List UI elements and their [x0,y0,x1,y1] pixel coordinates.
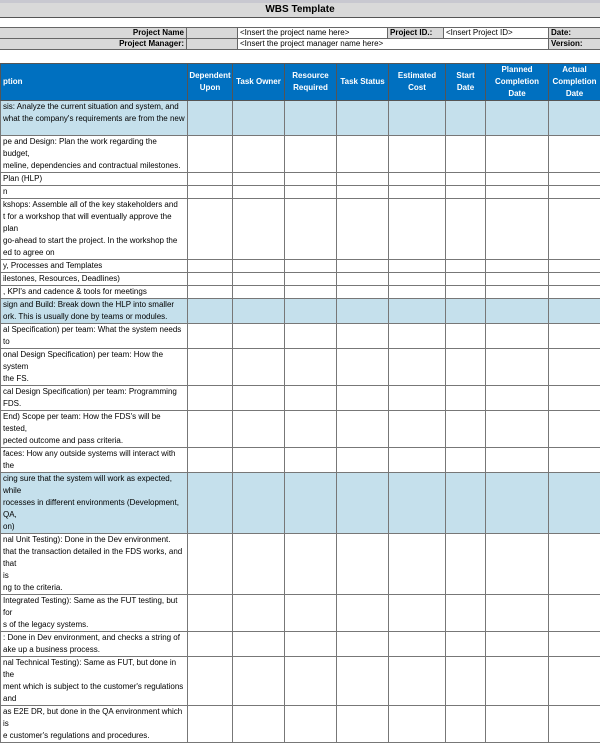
task-description-cell[interactable]: Plan (HLP) [1,173,188,186]
task-description-cell[interactable]: pe and Design: Plan the work regarding the budget, meline, dependencies and contractual milestones. [1,136,188,173]
table-row [1,199,600,260]
table-cell[interactable] [549,136,600,173]
table-cell[interactable] [446,101,486,136]
table-cell[interactable] [446,199,486,260]
table-cell[interactable] [389,657,446,706]
table-cell[interactable] [389,299,446,324]
table-cell[interactable] [233,706,285,743]
table-row [1,632,600,657]
table-cell[interactable] [446,534,486,595]
table-cell[interactable] [285,632,337,657]
task-description-cell[interactable]: nal Unit Testing): Done in the Dev environment. that the transaction detailed in the FDS works, and that is ng to the criteria. [1,534,188,595]
table-cell[interactable] [188,349,233,386]
table-row [1,260,600,273]
table-cell[interactable] [233,534,285,595]
table-cell[interactable] [233,349,285,386]
table-cell[interactable] [486,260,549,273]
table-cell[interactable] [337,411,389,448]
table-cell[interactable] [486,286,549,299]
table-cell[interactable] [233,411,285,448]
table-cell[interactable] [486,136,549,173]
wbs-table [0,63,600,743]
task-description-cell[interactable]: onal Design Specification) per team: How the system the FS. [1,349,188,386]
column-header: Task Status [337,64,389,101]
project-id-label: Project ID.: [387,27,444,39]
table-cell[interactable] [285,411,337,448]
table-cell[interactable] [188,299,233,324]
table-cell[interactable] [337,657,389,706]
table-row [1,473,600,534]
table-cell[interactable] [446,657,486,706]
table-cell[interactable] [188,199,233,260]
table-cell[interactable] [285,349,337,386]
table-row [1,411,600,448]
table-cell[interactable] [486,448,549,473]
table-cell[interactable] [549,411,600,448]
table-cell[interactable] [446,448,486,473]
table-row [1,386,600,411]
table-row [1,136,600,173]
table-cell[interactable] [188,173,233,186]
table-cell[interactable] [389,199,446,260]
table-cell[interactable] [285,186,337,199]
table-cell[interactable] [285,595,337,632]
task-description-cell[interactable]: as E2E DR, but done in the QA environment which is e customer's regulations and procedures. [1,706,188,743]
table-cell[interactable] [389,136,446,173]
table-cell[interactable] [486,386,549,411]
table-cell[interactable] [389,286,446,299]
table-cell[interactable] [233,273,285,286]
table-cell[interactable] [486,324,549,349]
task-description-cell[interactable]: , KPI's and cadence & tools for meetings [1,286,188,299]
table-cell[interactable] [549,199,600,260]
table-cell[interactable] [337,101,389,136]
table-cell[interactable] [285,286,337,299]
table-cell[interactable] [549,260,600,273]
table-cell[interactable] [285,324,337,349]
table-cell[interactable] [188,473,233,534]
table-row [1,595,600,632]
table-cell[interactable] [285,706,337,743]
table-cell[interactable] [486,473,549,534]
table-cell[interactable] [389,101,446,136]
table-cell[interactable] [285,273,337,286]
table-cell[interactable] [549,101,600,136]
table-cell[interactable] [337,273,389,286]
table-cell[interactable] [486,595,549,632]
table-cell[interactable] [486,632,549,657]
table-cell[interactable] [389,349,446,386]
table-cell[interactable] [549,448,600,473]
sheet-title: WBS Template [0,3,600,18]
table-cell[interactable] [233,299,285,324]
table-cell[interactable] [233,324,285,349]
table-cell[interactable] [486,199,549,260]
table-cell[interactable] [285,173,337,186]
table-cell[interactable] [549,473,600,534]
task-description-cell[interactable]: sign and Build: Break down the HLP into smaller ork. This is usually done by teams or modules. [1,299,188,324]
table-cell[interactable] [486,534,549,595]
table-cell[interactable] [337,324,389,349]
table-cell[interactable] [285,534,337,595]
table-cell[interactable] [337,260,389,273]
table-cell[interactable] [486,299,549,324]
table-cell[interactable] [233,386,285,411]
table-cell[interactable] [285,386,337,411]
table-cell[interactable] [549,286,600,299]
table-cell[interactable] [549,186,600,199]
task-description-cell[interactable]: al Specification) per team: What the system needs to [1,324,188,349]
table-cell[interactable] [188,448,233,473]
table-row [1,273,600,286]
table-cell[interactable] [389,411,446,448]
column-header: Task Owner [233,64,285,101]
table-cell[interactable] [285,473,337,534]
table-cell[interactable] [446,273,486,286]
table-cell[interactable] [549,632,600,657]
table-cell[interactable] [486,173,549,186]
column-header: Actual Completion Date [549,64,600,101]
task-description-cell[interactable]: End) Scope per team: How the FDS's will be tested, pected outcome and pass criteria. [1,411,188,448]
project-manager-field[interactable]: <Insert the project manager name here> [237,38,549,50]
table-cell[interactable] [486,273,549,286]
table-cell[interactable] [446,324,486,349]
table-cell[interactable] [549,273,600,286]
table-cell[interactable] [446,632,486,657]
table-cell[interactable] [549,386,600,411]
table-cell[interactable] [389,448,446,473]
table-row [1,534,600,595]
task-description-cell[interactable]: n [1,186,188,199]
table-cell[interactable] [188,595,233,632]
table-cell[interactable] [233,186,285,199]
table-cell[interactable] [233,260,285,273]
table-cell[interactable] [188,260,233,273]
table-cell[interactable] [486,411,549,448]
table-cell[interactable] [486,101,549,136]
task-description-cell[interactable]: cing sure that the system will work as expected, while rocesses in different environments (Development, QA, on) [1,473,188,534]
table-row [1,657,600,706]
table-cell[interactable] [285,299,337,324]
table-cell[interactable] [446,386,486,411]
task-description-cell[interactable]: kshops: Assemble all of the key stakeholders and t for a workshop that will eventually approve the plan go-ahead to start the project. In the workshop the ed to agree on [1,199,188,260]
table-cell[interactable] [486,706,549,743]
table-cell[interactable] [285,448,337,473]
table-cell[interactable] [446,186,486,199]
table-row [1,186,600,199]
table-cell[interactable] [337,199,389,260]
table-cell[interactable] [337,136,389,173]
table-cell[interactable] [549,657,600,706]
table-cell[interactable] [389,186,446,199]
table-cell[interactable] [285,136,337,173]
table-cell[interactable] [549,324,600,349]
table-cell[interactable] [389,632,446,657]
table-cell[interactable] [233,657,285,706]
date-label: Date: [548,27,600,39]
table-row [1,299,600,324]
table-cell[interactable] [446,706,486,743]
table-row [1,101,600,136]
table-cell[interactable] [446,286,486,299]
task-description-cell[interactable]: y, Processes and Templates [1,260,188,273]
table-cell[interactable] [446,411,486,448]
table-cell[interactable] [549,173,600,186]
column-header: ption [1,64,188,101]
table-cell[interactable] [446,299,486,324]
table-cell[interactable] [389,706,446,743]
table-row [1,324,600,349]
table-cell[interactable] [549,349,600,386]
task-description-cell[interactable]: : Done in Dev environment, and checks a string of ake up a business process. [1,632,188,657]
table-cell[interactable] [233,101,285,136]
table-cell[interactable] [446,349,486,386]
table-cell[interactable] [486,186,549,199]
task-description-cell[interactable]: Integrated Testing): Same as the FUT testing, but for s of the legacy systems. [1,595,188,632]
task-description-cell[interactable]: sis: Analyze the current situation and system, and what the company's requirements are from the new [1,101,188,136]
table-cell[interactable] [188,534,233,595]
table-cell[interactable] [549,534,600,595]
table-cell[interactable] [446,473,486,534]
table-cell[interactable] [337,186,389,199]
project-manager-label: Project Manager: [0,38,187,50]
table-cell[interactable] [389,595,446,632]
table-row [1,286,600,299]
table-cell[interactable] [188,386,233,411]
table-cell[interactable] [337,595,389,632]
table-cell[interactable] [337,386,389,411]
table-cell[interactable] [549,595,600,632]
table-cell[interactable] [337,448,389,473]
table-cell[interactable] [389,260,446,273]
table-cell[interactable] [486,657,549,706]
column-header: Dependent Upon [188,64,233,101]
table-cell[interactable] [285,260,337,273]
table-cell[interactable] [233,632,285,657]
table-cell[interactable] [233,448,285,473]
table-cell[interactable] [188,706,233,743]
project-name-field[interactable]: <Insert the project name here> [237,27,388,39]
table-cell[interactable] [233,286,285,299]
table-cell[interactable] [188,286,233,299]
table-cell[interactable] [446,260,486,273]
table-cell[interactable] [389,173,446,186]
table-cell[interactable] [188,657,233,706]
table-cell[interactable] [188,324,233,349]
table-cell[interactable] [389,386,446,411]
table-cell[interactable] [337,173,389,186]
table-cell[interactable] [389,273,446,286]
project-name-label: Project Name [0,27,187,39]
project-id-field[interactable]: <Insert Project ID> [443,27,549,39]
table-cell[interactable] [285,657,337,706]
table-cell[interactable] [188,411,233,448]
table-cell[interactable] [337,299,389,324]
task-description-cell[interactable]: ilestones, Resources, Deadlines) [1,273,188,286]
table-cell[interactable] [337,706,389,743]
table-cell[interactable] [233,595,285,632]
table-row [1,173,600,186]
table-cell[interactable] [549,706,600,743]
table-cell[interactable] [233,473,285,534]
table-cell[interactable] [233,136,285,173]
table-cell[interactable] [188,632,233,657]
table-row [1,706,600,743]
table-cell[interactable] [188,136,233,173]
task-description-cell[interactable]: faces: How any outside systems will interact with the [1,448,188,473]
column-header: Start Date [446,64,486,101]
table-cell[interactable] [389,534,446,595]
column-header: Planned Completion Date [486,64,549,101]
table-cell[interactable] [337,286,389,299]
version-label: Version: [548,38,600,50]
column-header: Estimated Cost [389,64,446,101]
table-cell[interactable] [337,349,389,386]
table-cell[interactable] [337,632,389,657]
table-cell[interactable] [486,349,549,386]
table-cell[interactable] [549,299,600,324]
table-row [1,349,600,386]
table-cell[interactable] [233,199,285,260]
column-header: Resource Required [285,64,337,101]
table-cell[interactable] [446,173,486,186]
table-cell[interactable] [188,273,233,286]
table-cell[interactable] [337,534,389,595]
table-cell[interactable] [446,595,486,632]
project-manager-spacer [186,38,238,50]
task-description-cell[interactable]: nal Technical Testing): Same as FUT, but done in the ment which is subject to the customer's regulations and [1,657,188,706]
table-row [1,448,600,473]
table-cell[interactable] [389,324,446,349]
table-cell[interactable] [446,136,486,173]
table-cell[interactable] [337,473,389,534]
table-cell[interactable] [389,473,446,534]
table-cell[interactable] [188,101,233,136]
table-cell[interactable] [233,173,285,186]
table-cell[interactable] [285,199,337,260]
table-cell[interactable] [285,101,337,136]
task-description-cell[interactable]: cal Design Specification) per team: Programming FDS. [1,386,188,411]
table-cell[interactable] [188,186,233,199]
